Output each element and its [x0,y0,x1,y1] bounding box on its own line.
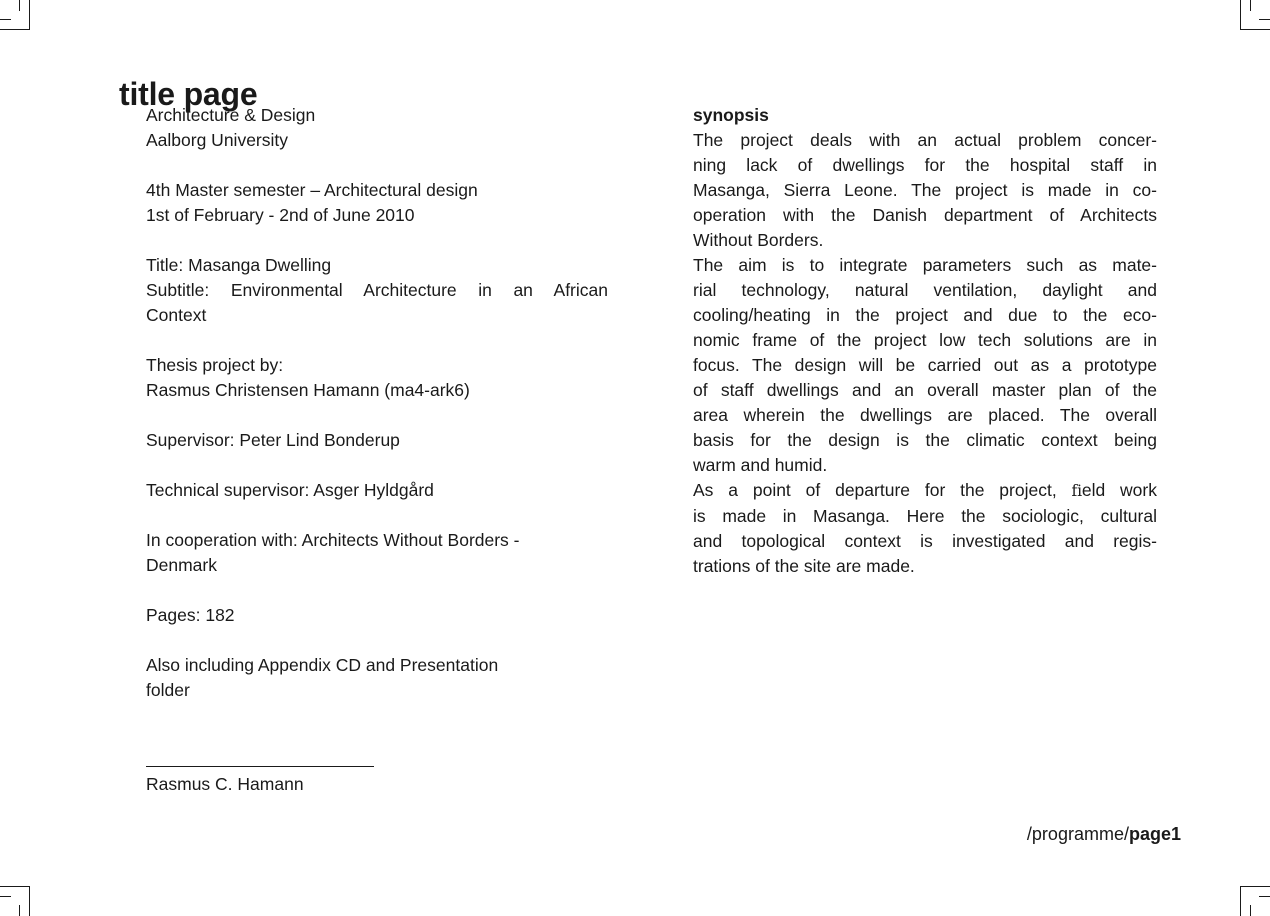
synopsis-line-prefix: As a point of departure for the project, [693,480,1072,500]
synopsis-line: nomic frame of the project low tech solutions are in [693,330,1157,350]
left-column [146,103,608,703]
crop-mark-horizontal-short [1259,896,1270,897]
supervisor-line: Supervisor: Peter Lind Bonderup [146,430,400,450]
project-title-block [146,253,608,328]
project-title-line: Title: Masanga Dwelling [146,255,332,275]
page-title: title page [119,76,258,113]
cooperation-line-2: Denmark [146,555,217,575]
appendix-block [146,653,608,703]
cooperation-line-1: In cooperation with: Architects Without Borders - [146,530,520,550]
synopsis-line: rial technology, natural ventilation, daylight and [693,280,1157,300]
crop-mark-vertical-short [19,0,20,11]
institution-block [146,103,608,153]
spacer [146,453,608,478]
synopsis-line: The aim is to integrate parameters such as mate- [693,255,1157,275]
footer-page-label: page1 [1128,824,1181,844]
synopsis-line: basis for the design is the climatic context being [693,430,1157,450]
synopsis-line: area wherein the dwellings are placed. The overall [693,405,1157,425]
spacer [146,403,608,428]
supervisor-block [146,428,608,453]
signature-block [146,766,446,797]
crop-mark-horizontal-long [0,29,30,30]
crop-mark-horizontal-long [0,886,30,887]
synopsis-paragraph-3 [693,478,1157,579]
crop-mark-horizontal-long [1240,886,1270,887]
cooperation-block [146,528,608,578]
crop-mark-horizontal-long [1240,29,1270,30]
spacer [146,628,608,653]
spacer [146,503,608,528]
synopsis-line: operation with the Danish department of Architects [693,205,1157,225]
semester-term-line: 4th Master semester – Architectural design [146,180,478,200]
crop-mark-top-right [1230,0,1270,40]
crop-mark-bottom-left [0,876,40,916]
synopsis-heading: synopsis [693,105,769,125]
synopsis-paragraph-1 [693,128,1157,253]
author-name-line: Rasmus Christensen Hamann (ma4-ark6) [146,380,470,400]
synopsis-line: trations of the site are made. [693,556,915,576]
semester-block [146,178,608,228]
synopsis-line: and topological context is investigated and regis- [693,531,1157,551]
department-line: Architecture & Design [146,105,316,125]
synopsis-line: Masanga, Sierra Leone. The project is made in co- [693,180,1157,200]
crop-mark-vertical-long [29,886,30,916]
crop-mark-vertical-short [1250,0,1251,11]
crop-mark-horizontal-short [1259,19,1270,20]
university-line: Aalborg University [146,130,288,150]
technical-supervisor-line: Technical supervisor: Asger Hyldgård [146,480,434,500]
synopsis-line: cooling/heating in the project and due to the eco- [693,305,1157,325]
footer-path: /programme/ [1026,824,1129,844]
synopsis-line: is made in Masanga. Here the sociologic, cultural [693,506,1157,526]
synopsis-line-with-ligature [693,478,1157,504]
crop-mark-bottom-right [1230,876,1270,916]
appendix-line-1: Also including Appendix CD and Presentation [146,655,499,675]
synopsis-line-suffix: eld work [1081,480,1157,500]
crop-mark-horizontal-short [0,896,11,897]
synopsis-line: ning lack of dwellings for the hospital staff in [693,155,1157,175]
crop-mark-vertical-short [1250,905,1251,916]
crop-mark-vertical-long [1240,0,1241,30]
right-column [693,103,1157,579]
pages-block [146,603,608,628]
synopsis-line: warm and humid. [693,455,828,475]
spacer [146,328,608,353]
pages-line: Pages: 182 [146,605,235,625]
spacer [146,578,608,603]
synopsis-paragraph-2 [693,253,1157,478]
author-block [146,353,608,403]
crop-mark-top-left [0,0,40,40]
crop-mark-vertical-short [19,905,20,916]
signature-rule [146,766,374,767]
appendix-line-2: folder [146,680,190,700]
synopsis-line: of staff dwellings and an overall master plan of the [693,380,1157,400]
author-label-line: Thesis project by: [146,355,284,375]
semester-period-line: 1st of February - 2nd of June 2010 [146,205,415,225]
technical-supervisor-block [146,478,608,503]
crop-mark-horizontal-short [0,19,11,20]
synopsis-line: Without Borders. [693,230,824,250]
crop-mark-vertical-long [1240,886,1241,916]
synopsis-line: The project deals with an actual problem concer- [693,130,1157,150]
fi-ligature-glyph: fi [1071,482,1082,500]
signature-name: Rasmus C. Hamann [146,774,304,794]
crop-mark-vertical-long [29,0,30,30]
spacer [146,228,608,253]
spacer [146,153,608,178]
project-subtitle-line-2: Context [146,305,207,325]
project-subtitle-line-1: Subtitle: Environmental Architecture in an African [146,280,608,300]
synopsis-line: focus. The design will be carried out as a prototype [693,355,1157,375]
footer [1027,822,1181,847]
